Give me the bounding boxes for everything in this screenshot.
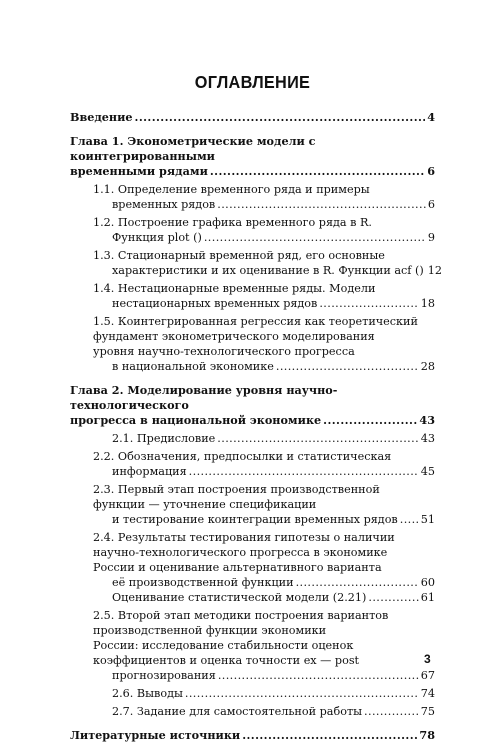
table-of-contents (70, 110, 442, 743)
dot-leader (217, 431, 418, 446)
toc-entry-last-line (112, 464, 435, 479)
toc-entry-last-line (112, 704, 435, 719)
toc-entry-2-6[interactable] (70, 686, 435, 701)
toc-entry-2-1[interactable] (70, 431, 435, 446)
toc-entry-text: характеристики и их оценивание в R. Функции acf () (112, 264, 424, 277)
toc-entry-last-line (70, 728, 435, 743)
toc-page-number: 6 (427, 198, 435, 211)
toc-entry-line: уровня научно-технологического прогресса (93, 345, 355, 358)
toc-entry-line: 1.5. Коинтегрированная регрессия как теоретический (93, 315, 418, 328)
toc-entry-line: 2.3. Первый этап построения производственной (93, 483, 380, 496)
toc-entry-1-3[interactable] (70, 248, 442, 278)
dot-leader (204, 230, 426, 245)
toc-entry-text: Оценивание статистической модели (2.21) (112, 591, 367, 604)
dot-leader (218, 668, 419, 683)
toc-entry-line: России и оценивание альтернативного варианта (93, 561, 382, 574)
toc-page-number: 75 (420, 705, 435, 718)
toc-entry-text: временных рядов (112, 198, 216, 211)
toc-entry-references[interactable] (70, 728, 435, 743)
toc-entry-line: 1.3. Стационарный временной ряд, его основные (93, 249, 385, 262)
toc-entry-last-line (112, 296, 435, 311)
dot-leader (323, 413, 417, 428)
toc-entry-line: 1.1. Определение временного ряда и примеры (93, 183, 370, 196)
toc-entry-line: коэффициентов и оценка точности ex — post (93, 654, 360, 667)
toc-entry-chapter-2[interactable] (70, 383, 435, 428)
toc-page-number: 67 (420, 669, 435, 682)
dot-leader (296, 575, 419, 590)
toc-page-number: 61 (420, 591, 435, 604)
toc-entry-2-7[interactable] (70, 704, 435, 719)
dot-leader (189, 464, 419, 479)
toc-entry-text: временными рядами (70, 164, 208, 178)
toc-entry-1-4[interactable] (70, 281, 435, 311)
toc-entry-line: 2.4. Результаты тестирования гипотезы о наличии (93, 531, 395, 544)
toc-page-number: 45 (420, 465, 435, 478)
toc-entry-line: производственной функции экономики (93, 624, 327, 637)
dot-leader (210, 164, 425, 179)
toc-page-number: 28 (420, 360, 435, 373)
toc-page-number: 51 (420, 513, 435, 526)
toc-entry-text: нестационарных временных рядов (112, 297, 318, 310)
toc-entry-line: России: исследование стабильности оценок (93, 639, 354, 652)
toc-page-number: 60 (420, 576, 435, 589)
toc-entry-text: и тестирование коинтеграции временных рядов (112, 513, 398, 526)
toc-entry-last-line (112, 575, 435, 590)
toc-entry-1-5[interactable] (70, 314, 435, 374)
dot-leader (276, 359, 419, 374)
toc-entry-line: 2.5. Второй этап методики построения вариантов (93, 609, 389, 622)
dot-leader (217, 197, 426, 212)
dot-leader (185, 686, 419, 701)
dot-leader (242, 728, 417, 743)
toc-entry-last-line (112, 230, 435, 245)
toc-entry-line: 1.2. Построение графика временного ряда в R. (93, 216, 372, 229)
toc-entry-line: фундамент эконометрического моделирования (93, 330, 375, 343)
dot-leader (368, 590, 418, 605)
toc-entry-line: 2.2. Обозначения, предпосылки и статистическая (93, 450, 392, 463)
toc-entry-last-line (70, 110, 435, 125)
toc-entry-text: Литературные источники (70, 728, 241, 742)
toc-page (70, 0, 442, 742)
toc-entry-last-line (112, 512, 435, 527)
dot-leader (400, 512, 419, 527)
toc-entry-2-2[interactable] (70, 449, 435, 479)
toc-entry-line: функции — уточнение спецификации (93, 498, 317, 511)
toc-entry-last-line (112, 686, 435, 701)
dot-leader (319, 296, 418, 311)
toc-entry-text: прогресса в национальной экономике (70, 413, 322, 427)
dot-leader (364, 704, 419, 719)
toc-page-number: 43 (420, 432, 435, 445)
toc-entry-text: 2.7. Задание для самостоятельной работы (112, 705, 363, 718)
toc-entry-text: 2.6. Выводы (112, 687, 183, 700)
toc-entry-line: Глава 1. Эконометрические модели с коинтегрированными (70, 134, 316, 163)
toc-entry-line: 1.4. Нестационарные временные ряды. Модели (93, 282, 376, 295)
toc-entry-chapter-1[interactable] (70, 134, 435, 179)
toc-entry-text: в национальной экономике (112, 360, 274, 373)
toc-entry-text: 2.1. Предисловие (112, 432, 216, 445)
toc-page-number: 18 (420, 297, 435, 310)
page-number: 3 (424, 652, 431, 666)
toc-page-number: 6 (427, 164, 435, 178)
toc-page-number: 78 (419, 728, 435, 742)
toc-entry-text: информация (112, 465, 187, 478)
toc-entry-2-4-estimation[interactable] (70, 590, 435, 605)
toc-page-number: 12 (427, 264, 442, 277)
toc-entry-last-line (112, 668, 435, 683)
toc-entry-last-line (112, 197, 435, 212)
toc-entry-1-1[interactable] (70, 182, 435, 212)
toc-entry-text: её производственной функции (112, 576, 294, 589)
toc-entry-last-line (112, 431, 435, 446)
toc-entry-last-line (70, 413, 435, 428)
page-title: ОГЛАВЛЕНИЕ (194, 72, 311, 92)
toc-page-number: 9 (427, 231, 435, 244)
toc-page-number: 74 (420, 687, 435, 700)
toc-entry-2-4[interactable] (70, 530, 435, 590)
toc-page-number: 43 (419, 413, 435, 427)
toc-entry-2-5[interactable] (70, 608, 435, 683)
toc-entry-last-line (112, 590, 435, 605)
toc-entry-line: научно-технологического прогресса в экономике (93, 546, 388, 559)
toc-entry-text: Функция plot () (112, 231, 202, 244)
toc-entry-line: Глава 2. Моделирование уровня научно-технологического (70, 383, 338, 412)
toc-entry-intro[interactable] (70, 110, 435, 125)
toc-entry-text: прогнозирования (112, 669, 216, 682)
toc-entry-last-line (112, 359, 435, 374)
toc-entry-last-line (70, 164, 435, 179)
toc-entry-1-2[interactable] (70, 215, 435, 245)
toc-entry-last-line (112, 263, 442, 278)
toc-entry-2-3[interactable] (70, 482, 435, 527)
toc-entry-text: Введение (70, 110, 133, 124)
toc-page-number: 4 (427, 110, 435, 124)
dot-leader (135, 110, 426, 125)
